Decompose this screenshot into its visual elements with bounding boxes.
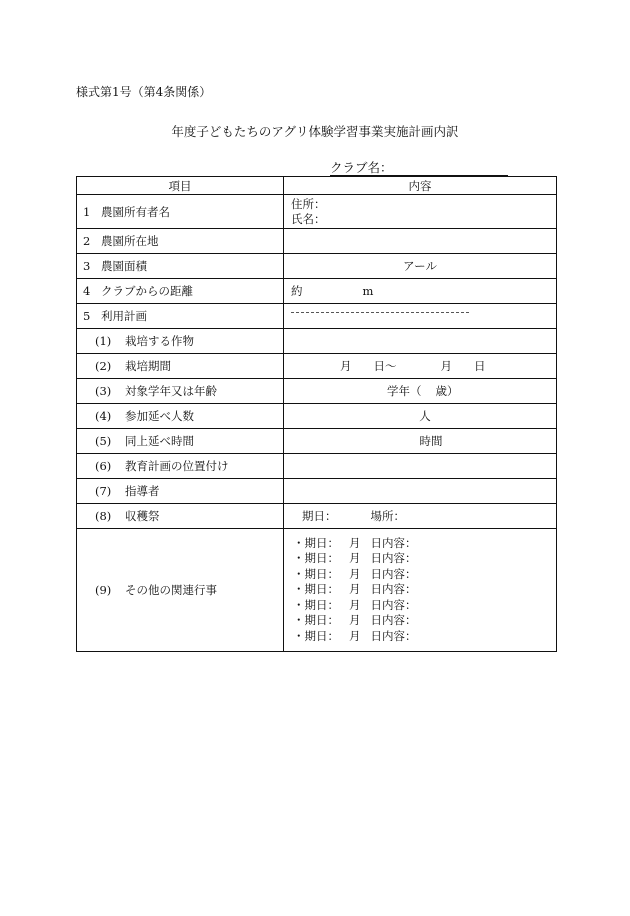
age-label: 歳）: [435, 384, 459, 398]
owner-cell[interactable]: [284, 195, 557, 229]
event-content-label: 日内容：: [370, 536, 417, 551]
event-line: [293, 582, 556, 597]
row-label-text: クラブからの距離: [101, 284, 193, 298]
row-label-text: 指導者: [125, 484, 160, 498]
event-content-label: 日内容：: [370, 628, 417, 643]
form-number: 様式第1号（第4条関係）: [76, 85, 212, 99]
hours-unit: 時間: [419, 434, 443, 448]
table-row: [77, 279, 557, 304]
row-label-text: 利用計画: [101, 309, 147, 323]
row-number: 1: [83, 204, 91, 219]
address-label: 住所：: [291, 196, 326, 211]
event-date-label: ・期日：: [293, 582, 339, 597]
distance-prefix: 約: [291, 284, 303, 298]
row-label-text: 収穫祭: [125, 509, 160, 523]
row-label: [77, 279, 284, 304]
club-name-field[interactable]: [330, 160, 508, 176]
row-label: [77, 529, 284, 652]
row-number: (4): [95, 409, 112, 423]
table-row: [77, 195, 557, 229]
event-line: [293, 567, 556, 582]
related-events-cell[interactable]: [284, 529, 557, 652]
row-label-text: 対象学年又は年齢: [125, 384, 217, 398]
table-header-row: [77, 177, 557, 195]
end-day: 日: [474, 359, 486, 373]
area-unit: アール: [403, 259, 437, 273]
event-content-label: 日内容：: [370, 613, 417, 628]
row-number: 2: [83, 234, 91, 248]
row-number: (5): [95, 434, 112, 448]
event-date-label: ・期日：: [293, 551, 339, 566]
event-content-label: 日内容：: [370, 582, 417, 597]
table-row: [77, 379, 557, 404]
row-number: (3): [95, 384, 112, 398]
event-line: [293, 536, 556, 551]
name-label: 氏名：: [291, 211, 326, 226]
event-month: 月: [349, 582, 361, 597]
event-date-label: ・期日：: [293, 566, 339, 581]
row-label-text: 農園所有者名: [101, 204, 170, 219]
table-row: [77, 229, 557, 254]
plan-table: [76, 176, 557, 652]
row-number: 4: [83, 284, 91, 298]
row-label-text: 教育計画の位置付け: [125, 459, 229, 473]
education-plan-cell[interactable]: [284, 454, 557, 479]
dotted-line: [291, 312, 469, 313]
usage-plan-cell: [284, 304, 557, 329]
page-title: 年度子どもたちのアグリ体験学習事業実施計画内訳: [171, 124, 459, 139]
row-number: (1): [95, 334, 112, 348]
row-label: [77, 454, 284, 479]
row-label: [77, 195, 284, 229]
instructor-cell[interactable]: [284, 479, 557, 504]
row-label: [77, 329, 284, 354]
event-line: [293, 629, 556, 644]
participants-unit: 人: [419, 409, 431, 423]
row-number: 3: [83, 259, 91, 273]
table-row: [77, 454, 557, 479]
event-line: [293, 551, 556, 566]
event-month: 月: [349, 551, 361, 566]
row-number: (8): [95, 509, 112, 523]
event-content-label: 日内容：: [370, 566, 417, 581]
event-month: 月: [349, 613, 361, 628]
row-label-text: 農園所在地: [101, 234, 159, 248]
hours-cell[interactable]: [284, 429, 557, 454]
distance-cell[interactable]: [284, 279, 557, 304]
event-month: 月: [349, 597, 361, 612]
row-label: [77, 404, 284, 429]
table-row: [77, 304, 557, 329]
table-row: [77, 479, 557, 504]
header-content: 内容: [284, 177, 557, 195]
period-cell[interactable]: [284, 354, 557, 379]
table-row: [77, 529, 557, 652]
harvest-festival-cell[interactable]: [284, 504, 557, 529]
table-row: [77, 404, 557, 429]
row-label: [77, 504, 284, 529]
event-line: [293, 613, 556, 628]
row-number: 5: [83, 309, 91, 323]
distance-unit: m: [362, 284, 374, 298]
target-grade-cell[interactable]: [284, 379, 557, 404]
row-label: [77, 354, 284, 379]
event-line: [293, 598, 556, 613]
row-label: [77, 304, 284, 329]
row-label-text: その他の関連行事: [125, 583, 217, 597]
table-row: [77, 254, 557, 279]
row-number: (7): [95, 484, 112, 498]
header-item: 項目: [77, 177, 284, 195]
row-label-text: 参加延べ人数: [125, 409, 194, 423]
row-label-text: 栽培期間: [125, 359, 171, 373]
farm-location-cell[interactable]: [284, 229, 557, 254]
table-row: [77, 429, 557, 454]
row-number: (9): [95, 583, 112, 597]
row-label-text: 栽培する作物: [125, 334, 194, 348]
row-label: [77, 229, 284, 254]
crop-cell[interactable]: [284, 329, 557, 354]
event-month: 月: [349, 566, 361, 581]
row-number: (2): [95, 359, 112, 373]
end-month: 月: [440, 359, 452, 373]
row-label: [77, 254, 284, 279]
farm-area-cell[interactable]: [284, 254, 557, 279]
event-content-label: 日内容：: [370, 551, 417, 566]
row-label: [77, 429, 284, 454]
start-month: 月: [340, 359, 352, 373]
event-date-label: ・期日：: [293, 536, 339, 551]
table-row: [77, 504, 557, 529]
participants-cell[interactable]: [284, 404, 557, 429]
table-row: [77, 354, 557, 379]
row-label-text: 農園面積: [101, 259, 147, 273]
event-date-label: ・期日：: [293, 597, 339, 612]
event-date-label: ・期日：: [293, 613, 339, 628]
row-number: (6): [95, 459, 112, 473]
event-month: 月: [349, 628, 361, 643]
table-row: [77, 329, 557, 354]
event-content-label: 日内容：: [370, 597, 417, 612]
row-label: [77, 379, 284, 404]
harvest-date-label: 期日：: [302, 509, 337, 523]
harvest-place-label: 場所：: [370, 509, 405, 523]
club-name-label: クラブ名：: [330, 160, 393, 175]
event-date-label: ・期日：: [293, 628, 339, 643]
row-label-text: 同上延べ時間: [125, 434, 194, 448]
event-month: 月: [349, 536, 361, 551]
grade-label: 学年（: [387, 384, 422, 398]
start-day: 日～: [373, 359, 397, 373]
row-label: [77, 479, 284, 504]
